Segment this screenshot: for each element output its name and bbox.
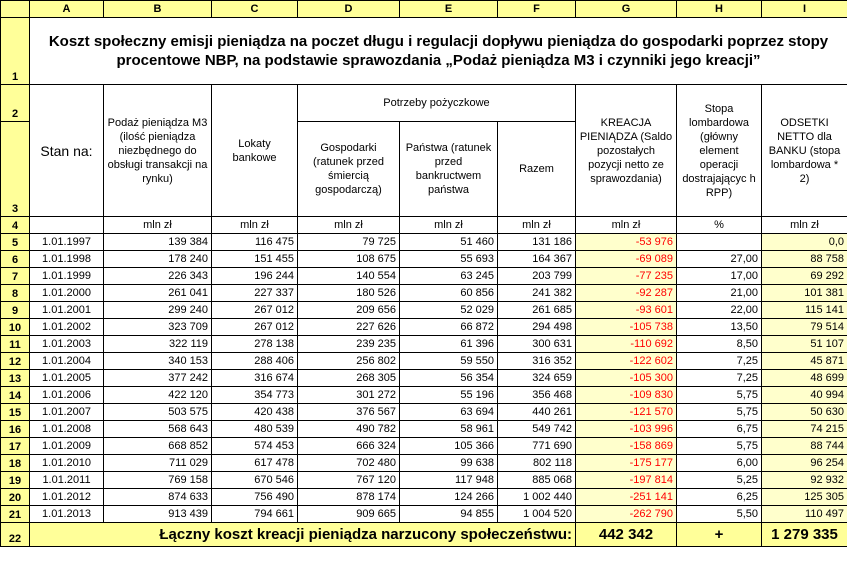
razem-cell[interactable]: 440 261 <box>498 404 576 421</box>
lokaty-cell[interactable]: 267 012 <box>212 302 298 319</box>
row-header-19[interactable]: 19 <box>1 472 30 489</box>
kreacja-cell[interactable]: -109 830 <box>576 387 677 404</box>
kreacja-cell[interactable]: -53 976 <box>576 234 677 251</box>
table-row <box>1 319 847 336</box>
row-header-18[interactable]: 18 <box>1 455 30 472</box>
date-cell[interactable]: 1.01.1999 <box>30 268 104 285</box>
units-cell-a[interactable] <box>30 217 104 234</box>
date-cell[interactable]: 1.01.2006 <box>30 387 104 404</box>
column-header-g[interactable]: G <box>576 1 677 18</box>
column-header-i[interactable]: I <box>762 1 847 18</box>
table-row <box>1 251 847 268</box>
total-plus[interactable]: + <box>677 523 762 547</box>
total-label[interactable]: Łączny koszt kreacji pieniądza narzucony społeczeństwu: <box>30 523 576 547</box>
razem-cell[interactable]: 771 690 <box>498 438 576 455</box>
podaz-m3-cell[interactable]: 261 041 <box>104 285 212 302</box>
panstwa-cell[interactable]: 63 245 <box>400 268 498 285</box>
column-header-row <box>1 1 847 18</box>
row-header-12[interactable]: 12 <box>1 353 30 370</box>
stopa-cell[interactable]: 21,00 <box>677 285 762 302</box>
date-cell[interactable]: 1.01.2012 <box>30 489 104 506</box>
row-header-20[interactable]: 20 <box>1 489 30 506</box>
razem-cell[interactable]: 164 367 <box>498 251 576 268</box>
kreacja-cell[interactable]: -105 300 <box>576 370 677 387</box>
row-header-22[interactable]: 22 <box>1 523 30 547</box>
header-stan-na[interactable]: Stan na: <box>30 85 104 217</box>
panstwa-cell[interactable]: 99 638 <box>400 455 498 472</box>
gospodarki-cell[interactable]: 227 626 <box>298 319 400 336</box>
stopa-cell[interactable]: 5,75 <box>677 438 762 455</box>
odsetki-cell[interactable]: 92 932 <box>762 472 847 489</box>
podaz-m3-cell[interactable]: 568 643 <box>104 421 212 438</box>
odsetki-cell[interactable]: 50 630 <box>762 404 847 421</box>
gospodarki-cell[interactable]: 108 675 <box>298 251 400 268</box>
header-razem[interactable]: Razem <box>498 122 576 217</box>
header-podaz-m3[interactable]: Podaż pieniądza M3 (ilość pieniądza niezbędnego do obsługi transakcji na rynku) <box>104 85 212 217</box>
row-header-9[interactable]: 9 <box>1 302 30 319</box>
odsetki-cell[interactable]: 74 215 <box>762 421 847 438</box>
table-row <box>1 489 847 506</box>
kreacja-cell[interactable]: -92 287 <box>576 285 677 302</box>
kreacja-cell[interactable]: -93 601 <box>576 302 677 319</box>
row-header-16[interactable]: 16 <box>1 421 30 438</box>
row-header-4[interactable]: 4 <box>1 217 30 234</box>
panstwa-cell[interactable]: 55 693 <box>400 251 498 268</box>
odsetki-cell[interactable]: 48 699 <box>762 370 847 387</box>
units-cell[interactable]: mln zł <box>762 217 847 234</box>
podaz-m3-cell[interactable]: 299 240 <box>104 302 212 319</box>
header-kreacja[interactable]: KREACJA PIENIĄDZA (Saldo pozostałych pozycji netto ze sprawozdania) <box>576 85 677 217</box>
header-gospodarki[interactable]: Gospodarki (ratunek przed śmiercią gospodarczą) <box>298 122 400 217</box>
stopa-cell[interactable]: 5,25 <box>677 472 762 489</box>
gospodarki-cell[interactable]: 878 174 <box>298 489 400 506</box>
column-header-h[interactable]: H <box>677 1 762 18</box>
podaz-m3-cell[interactable]: 322 119 <box>104 336 212 353</box>
date-cell[interactable]: 1.01.2000 <box>30 285 104 302</box>
table-row <box>1 506 847 523</box>
data-rows <box>1 234 847 523</box>
podaz-m3-cell[interactable]: 668 852 <box>104 438 212 455</box>
date-cell[interactable]: 1.01.2001 <box>30 302 104 319</box>
gospodarki-cell[interactable]: 301 272 <box>298 387 400 404</box>
date-cell[interactable]: 1.01.2007 <box>30 404 104 421</box>
razem-cell[interactable]: 885 068 <box>498 472 576 489</box>
razem-cell[interactable]: 356 468 <box>498 387 576 404</box>
podaz-m3-cell[interactable]: 340 153 <box>104 353 212 370</box>
table-row <box>1 455 847 472</box>
units-cell[interactable]: mln zł <box>212 217 298 234</box>
podaz-m3-cell[interactable]: 769 158 <box>104 472 212 489</box>
kreacja-cell[interactable]: -77 235 <box>576 268 677 285</box>
date-cell[interactable]: 1.01.2011 <box>30 472 104 489</box>
stopa-cell[interactable] <box>677 234 762 251</box>
stopa-cell[interactable]: 5,50 <box>677 506 762 523</box>
date-cell[interactable]: 1.01.2008 <box>30 421 104 438</box>
razem-cell[interactable]: 203 799 <box>498 268 576 285</box>
stopa-cell[interactable]: 8,50 <box>677 336 762 353</box>
stopa-cell[interactable]: 5,75 <box>677 404 762 421</box>
stopa-cell[interactable]: 22,00 <box>677 302 762 319</box>
total-row <box>1 523 847 547</box>
stopa-cell[interactable]: 7,25 <box>677 353 762 370</box>
odsetki-cell[interactable]: 79 514 <box>762 319 847 336</box>
table-row <box>1 438 847 455</box>
odsetki-cell[interactable]: 110 497 <box>762 506 847 523</box>
panstwa-cell[interactable]: 63 694 <box>400 404 498 421</box>
gospodarki-cell[interactable]: 209 656 <box>298 302 400 319</box>
lokaty-cell[interactable]: 316 674 <box>212 370 298 387</box>
kreacja-cell[interactable]: -110 692 <box>576 336 677 353</box>
panstwa-cell[interactable]: 61 396 <box>400 336 498 353</box>
lokaty-cell[interactable]: 420 438 <box>212 404 298 421</box>
header-odsetki[interactable]: ODSETKI NETTO dla BANKU (stopa lombardowa * 2) <box>762 85 847 217</box>
panstwa-cell[interactable]: 66 872 <box>400 319 498 336</box>
date-cell[interactable]: 1.01.2005 <box>30 370 104 387</box>
kreacja-cell[interactable]: -105 738 <box>576 319 677 336</box>
odsetki-cell[interactable]: 115 141 <box>762 302 847 319</box>
gospodarki-cell[interactable]: 79 725 <box>298 234 400 251</box>
razem-cell[interactable]: 294 498 <box>498 319 576 336</box>
razem-cell[interactable]: 1 002 440 <box>498 489 576 506</box>
total-kreacja[interactable]: 442 342 <box>576 523 677 547</box>
razem-cell[interactable]: 802 118 <box>498 455 576 472</box>
table-row <box>1 472 847 489</box>
odsetki-cell[interactable]: 88 758 <box>762 251 847 268</box>
gospodarki-cell[interactable]: 767 120 <box>298 472 400 489</box>
odsetki-cell[interactable]: 0,0 <box>762 234 847 251</box>
units-cell[interactable]: mln zł <box>104 217 212 234</box>
kreacja-cell[interactable]: -158 869 <box>576 438 677 455</box>
podaz-m3-cell[interactable]: 913 439 <box>104 506 212 523</box>
date-cell[interactable]: 1.01.2004 <box>30 353 104 370</box>
kreacja-cell[interactable]: -122 602 <box>576 353 677 370</box>
row-header-3[interactable]: 3 <box>1 122 30 217</box>
column-header-a[interactable]: A <box>30 1 104 18</box>
table-row <box>1 268 847 285</box>
kreacja-cell[interactable]: -251 141 <box>576 489 677 506</box>
row-header-5[interactable]: 5 <box>1 234 30 251</box>
podaz-m3-cell[interactable]: 226 343 <box>104 268 212 285</box>
panstwa-cell[interactable]: 94 855 <box>400 506 498 523</box>
gospodarki-cell[interactable]: 909 665 <box>298 506 400 523</box>
units-cell[interactable]: % <box>677 217 762 234</box>
odsetki-cell[interactable]: 51 107 <box>762 336 847 353</box>
table-row <box>1 404 847 421</box>
gospodarki-cell[interactable]: 268 305 <box>298 370 400 387</box>
panstwa-cell[interactable]: 55 196 <box>400 387 498 404</box>
gospodarki-cell[interactable]: 180 526 <box>298 285 400 302</box>
razem-cell[interactable]: 261 685 <box>498 302 576 319</box>
gospodarki-cell[interactable]: 490 782 <box>298 421 400 438</box>
panstwa-cell[interactable]: 51 460 <box>400 234 498 251</box>
panstwa-cell[interactable]: 52 029 <box>400 302 498 319</box>
lokaty-cell[interactable]: 670 546 <box>212 472 298 489</box>
odsetki-cell[interactable]: 69 292 <box>762 268 847 285</box>
podaz-m3-cell[interactable]: 711 029 <box>104 455 212 472</box>
podaz-m3-cell[interactable]: 377 242 <box>104 370 212 387</box>
column-header-d[interactable]: D <box>298 1 400 18</box>
stopa-cell[interactable]: 5,75 <box>677 387 762 404</box>
kreacja-cell[interactable]: -121 570 <box>576 404 677 421</box>
table-row <box>1 421 847 438</box>
date-cell[interactable]: 1.01.2013 <box>30 506 104 523</box>
podaz-m3-cell[interactable]: 874 633 <box>104 489 212 506</box>
date-cell[interactable]: 1.01.2009 <box>30 438 104 455</box>
date-cell[interactable]: 1.01.1997 <box>30 234 104 251</box>
header-potrzeby[interactable]: Potrzeby pożyczkowe <box>298 85 576 122</box>
panstwa-cell[interactable]: 59 550 <box>400 353 498 370</box>
row-header-10[interactable]: 10 <box>1 319 30 336</box>
table-row <box>1 302 847 319</box>
odsetki-cell[interactable]: 101 381 <box>762 285 847 302</box>
gospodarki-cell[interactable]: 256 802 <box>298 353 400 370</box>
units-cell[interactable]: mln zł <box>298 217 400 234</box>
gospodarki-cell[interactable]: 702 480 <box>298 455 400 472</box>
panstwa-cell[interactable]: 56 354 <box>400 370 498 387</box>
row-header-1[interactable]: 1 <box>1 18 30 85</box>
stopa-cell[interactable]: 6,00 <box>677 455 762 472</box>
panstwa-cell[interactable]: 117 948 <box>400 472 498 489</box>
header-panstwa[interactable]: Państwa (ratunek przed bankructwem państwa <box>400 122 498 217</box>
row-header-7[interactable]: 7 <box>1 268 30 285</box>
stopa-cell[interactable]: 27,00 <box>677 251 762 268</box>
table-row <box>1 285 847 302</box>
kreacja-cell[interactable]: -262 790 <box>576 506 677 523</box>
stopa-cell[interactable]: 6,75 <box>677 421 762 438</box>
row-header-17[interactable]: 17 <box>1 438 30 455</box>
row-header-21[interactable]: 21 <box>1 506 30 523</box>
lokaty-cell[interactable]: 617 478 <box>212 455 298 472</box>
row-header-2[interactable]: 2 <box>1 85 30 122</box>
podaz-m3-cell[interactable]: 422 120 <box>104 387 212 404</box>
lokaty-cell[interactable]: 196 244 <box>212 268 298 285</box>
panstwa-cell[interactable]: 60 856 <box>400 285 498 302</box>
gospodarki-cell[interactable]: 239 235 <box>298 336 400 353</box>
gospodarki-cell[interactable]: 666 324 <box>298 438 400 455</box>
podaz-m3-cell[interactable]: 139 384 <box>104 234 212 251</box>
lokaty-cell[interactable]: 288 406 <box>212 353 298 370</box>
gospodarki-cell[interactable]: 140 554 <box>298 268 400 285</box>
lokaty-cell[interactable]: 756 490 <box>212 489 298 506</box>
gospodarki-cell[interactable]: 376 567 <box>298 404 400 421</box>
lokaty-cell[interactable]: 574 453 <box>212 438 298 455</box>
panstwa-cell[interactable]: 58 961 <box>400 421 498 438</box>
row-header-14[interactable]: 14 <box>1 387 30 404</box>
podaz-m3-cell[interactable]: 323 709 <box>104 319 212 336</box>
stopa-cell[interactable]: 13,50 <box>677 319 762 336</box>
header-lokaty[interactable]: Lokaty bankowe <box>212 85 298 217</box>
row-header-11[interactable]: 11 <box>1 336 30 353</box>
row-header-8[interactable]: 8 <box>1 285 30 302</box>
total-odsetki[interactable]: 1 279 335 <box>762 523 847 547</box>
panstwa-cell[interactable]: 124 266 <box>400 489 498 506</box>
date-cell[interactable]: 1.01.2002 <box>30 319 104 336</box>
sheet-title[interactable]: Koszt społeczny emisji pieniądza na poczet długu i regulacji dopływu pieniądza do gospodarki poprzez stopy procentowe NBP, na podstawie sprawozdania „Podaż pieniądza M3 i czynniki jego kreacji” <box>30 18 847 85</box>
kreacja-cell[interactable]: -197 814 <box>576 472 677 489</box>
kreacja-cell[interactable]: -175 177 <box>576 455 677 472</box>
table-row <box>1 370 847 387</box>
razem-cell[interactable]: 324 659 <box>498 370 576 387</box>
table-row <box>1 336 847 353</box>
lokaty-cell[interactable]: 480 539 <box>212 421 298 438</box>
odsetki-cell[interactable]: 96 254 <box>762 455 847 472</box>
panstwa-cell[interactable]: 105 366 <box>400 438 498 455</box>
date-cell[interactable]: 1.01.1998 <box>30 251 104 268</box>
odsetki-cell[interactable]: 40 994 <box>762 387 847 404</box>
lokaty-cell[interactable]: 794 661 <box>212 506 298 523</box>
column-header-b[interactable]: B <box>104 1 212 18</box>
row-header-13[interactable]: 13 <box>1 370 30 387</box>
kreacja-cell[interactable]: -103 996 <box>576 421 677 438</box>
column-header-c[interactable]: C <box>212 1 298 18</box>
date-cell[interactable]: 1.01.2010 <box>30 455 104 472</box>
razem-cell[interactable]: 241 382 <box>498 285 576 302</box>
table-row <box>1 234 847 251</box>
razem-cell[interactable]: 1 004 520 <box>498 506 576 523</box>
select-all-corner[interactable] <box>1 1 30 18</box>
odsetki-cell[interactable]: 45 871 <box>762 353 847 370</box>
lokaty-cell[interactable]: 227 337 <box>212 285 298 302</box>
units-cell[interactable]: mln zł <box>400 217 498 234</box>
units-cell[interactable]: mln zł <box>576 217 677 234</box>
table-row <box>1 353 847 370</box>
stopa-cell[interactable]: 7,25 <box>677 370 762 387</box>
razem-cell[interactable]: 549 742 <box>498 421 576 438</box>
odsetki-cell[interactable]: 125 305 <box>762 489 847 506</box>
podaz-m3-cell[interactable]: 178 240 <box>104 251 212 268</box>
lokaty-cell[interactable]: 278 138 <box>212 336 298 353</box>
razem-cell[interactable]: 316 352 <box>498 353 576 370</box>
lokaty-cell[interactable]: 116 475 <box>212 234 298 251</box>
row-header-15[interactable]: 15 <box>1 404 30 421</box>
units-cell[interactable]: mln zł <box>498 217 576 234</box>
podaz-m3-cell[interactable]: 503 575 <box>104 404 212 421</box>
row-header-6[interactable]: 6 <box>1 251 30 268</box>
razem-cell[interactable]: 131 186 <box>498 234 576 251</box>
odsetki-cell[interactable]: 88 744 <box>762 438 847 455</box>
column-header-f[interactable]: F <box>498 1 576 18</box>
kreacja-cell[interactable]: -69 089 <box>576 251 677 268</box>
column-header-e[interactable]: E <box>400 1 498 18</box>
stopa-cell[interactable]: 6,25 <box>677 489 762 506</box>
stopa-cell[interactable]: 17,00 <box>677 268 762 285</box>
lokaty-cell[interactable]: 151 455 <box>212 251 298 268</box>
date-cell[interactable]: 1.01.2003 <box>30 336 104 353</box>
lokaty-cell[interactable]: 267 012 <box>212 319 298 336</box>
razem-cell[interactable]: 300 631 <box>498 336 576 353</box>
header-stopa[interactable]: Stopa lombardowa (główny element operacji dostrajającyc h RPP) <box>677 85 762 217</box>
table-row <box>1 387 847 404</box>
lokaty-cell[interactable]: 354 773 <box>212 387 298 404</box>
